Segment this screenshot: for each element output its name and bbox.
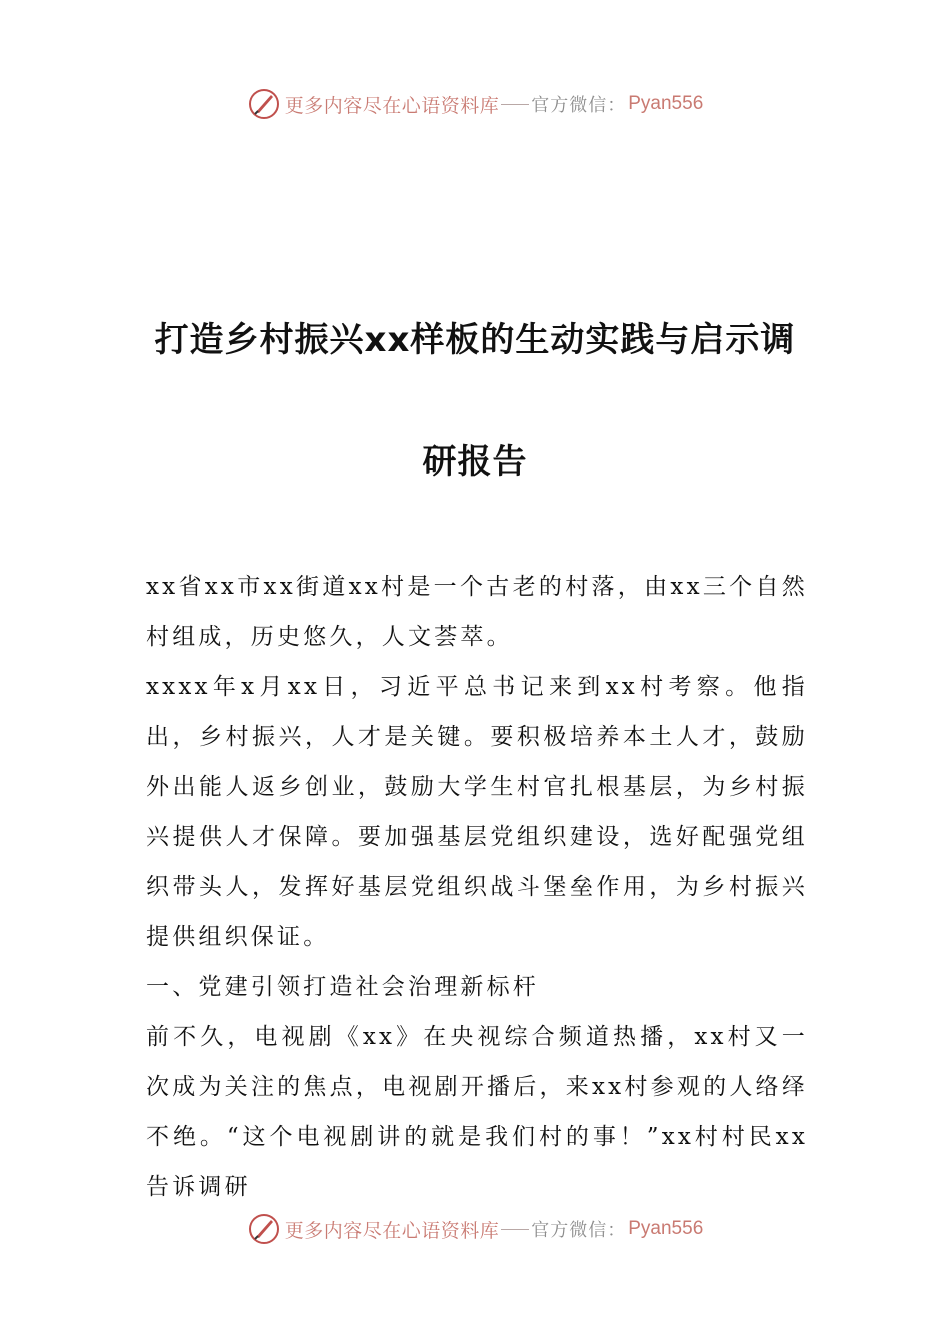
footer-banner	[0, 1209, 950, 1249]
document-body	[146, 562, 808, 1212]
paragraph: xxxx年x月xx日，习近平总书记来到xx村考察。他指出，乡村振兴，人才是关键。要积极培养本土人才，鼓励外出能人返乡创业，鼓励大学生村官扎根基层，为乡村振兴提供人才保障。要加强基层党组织建设，选好配强党组织带头人，发挥好基层党组织战斗堡垒作用，为乡村振兴提供组织保证。	[146, 674, 809, 950]
quill-logo-icon	[247, 1212, 281, 1246]
banner-label: 官方微信：	[531, 95, 627, 116]
quill-logo-icon	[247, 87, 281, 121]
section-heading: 一、党建引领打造社会治理新标杆	[146, 974, 539, 1000]
paragraph: xx省xx市xx街道xx村是一个古老的村落，由xx三个自然村组成，历史悠久，人文荟萃。	[146, 574, 808, 650]
document-title-line-2: 研报告	[422, 442, 528, 482]
banner-brand: 更多内容尽在心语资料库	[284, 94, 500, 117]
banner-label: 官方微信：	[531, 1220, 627, 1241]
banner-brand: 更多内容尽在心语资料库	[284, 1219, 500, 1242]
banner-wechat-id: Pyan556	[628, 1218, 704, 1239]
banner-dash	[501, 104, 529, 105]
paragraph: 前不久，电视剧《xx》在央视综合频道热播，xx村又一次成为关注的焦点，电视剧开播后，来xx村参观的人络绎不绝。“这个电视剧讲的就是我们村的事！”xx村村民xx告诉调研	[146, 1024, 808, 1200]
header-banner	[0, 84, 950, 124]
banner-wechat-id: Pyan556	[628, 93, 704, 114]
banner-dash	[501, 1229, 529, 1230]
document-title-line-1: 打造乡村振兴xx样板的生动实践与启示调	[154, 320, 796, 360]
